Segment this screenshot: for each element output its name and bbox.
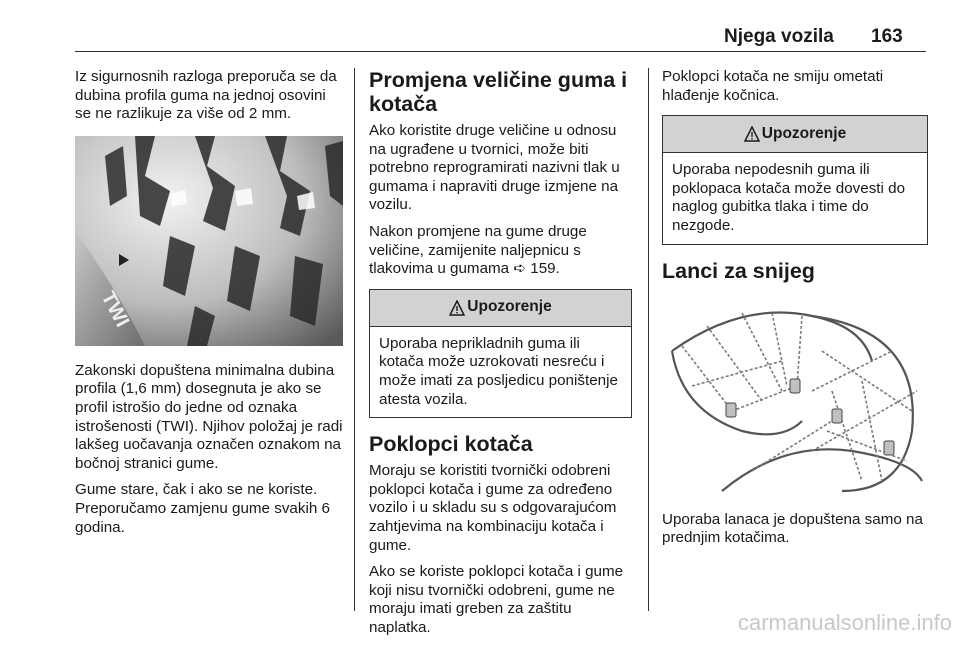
tire-tread-photo — [75, 136, 343, 346]
label-replace-paragraph: Nakon promjene na gume druge veličine, zamijenite naljepnicu s tlakovima u gumama ➪ 159. — [369, 222, 587, 278]
tire-size-paragraph: Ako koristite druge veličine u odnosu na ugrađene u tvornici, može biti potrebno reprogramirati nazivni tlak u gumama i napraviti druge izmjene na vozilu. — [369, 122, 620, 214]
warning-title: Upozorenje — [761, 124, 847, 142]
min-depth-paragraph: Zakonski dopuštena minimalna dubina profila (1,6 mm) dosegnuta je ako se profil istrošio do jedne od oznaka istrošenosti (TWI). Njihov položaj je radi lakšeg uočavanja označen oznakom na bočnoj stranici gume. — [75, 361, 343, 472]
column-1 — [75, 68, 343, 545]
wheel-covers-note-paragraph: Ako se koriste poklopci kotača i gume koji nisu tvornički odobreni, gume ne moraju imati greben za zaštitu naplatka. — [369, 563, 624, 636]
tire-age-paragraph: Gume stare, čak i ako se ne koriste. Preporučamo zamjenu gume svakih 6 godina. — [75, 481, 330, 536]
wheel-covers-paragraph: Moraju se koristiti tvornički odobreni poklopci kotača i gume za određeno vozilo i u skladu su s odgovarajućom zahtjevima na kombinaciju kotača i gume. — [369, 462, 617, 554]
header-rule — [75, 51, 926, 52]
section-heading-tire-size: Promjena veličine guma i kotača — [369, 68, 628, 116]
section-heading-wheel-covers: Poklopci kotača — [369, 432, 533, 457]
warning-text: Uporaba neprikladnih guma ili kotača može uzrokovati nesreću i može imati za posljedicu poništenje atesta vozila. — [379, 334, 618, 408]
intro-paragraph: Iz sigurnosnih razloga preporuča se da dubina profila guma na jednoj osovini se ne razlikuje za više od 2 mm. — [75, 68, 337, 123]
warning-triangle-icon — [449, 300, 465, 316]
column-3 — [662, 68, 928, 556]
running-header-title: Njega vozila — [724, 26, 834, 47]
column-divider-1 — [354, 68, 355, 611]
watermark-url: carmanualsonline.info — [737, 610, 952, 635]
warning-header — [370, 290, 631, 327]
column-divider-2 — [648, 68, 649, 611]
section-heading-snow-chains: Lanci za snijeg — [662, 258, 815, 283]
warning-title: Upozorenje — [467, 298, 552, 316]
warning-triangle-icon — [744, 126, 760, 142]
page-number: 163 — [871, 26, 903, 47]
warning-box — [369, 289, 632, 418]
brake-cooling-paragraph: Poklopci kotača ne smiju ometati hlađenje kočnica. — [662, 68, 884, 104]
warning-header — [663, 116, 927, 153]
warning-box — [662, 115, 928, 244]
twi-marking: TWI — [96, 287, 134, 331]
warning-text: Uporaba nepodesnih guma ili poklopaca kotača može dovesti do naglog gubitka tlaka i time do nezgode. — [672, 161, 906, 234]
column-2 — [369, 68, 632, 645]
snow-chain-illustration — [662, 291, 926, 497]
snow-chain-paragraph: Uporaba lanaca je dopuštena samo na prednjim kotačima. — [662, 510, 923, 547]
